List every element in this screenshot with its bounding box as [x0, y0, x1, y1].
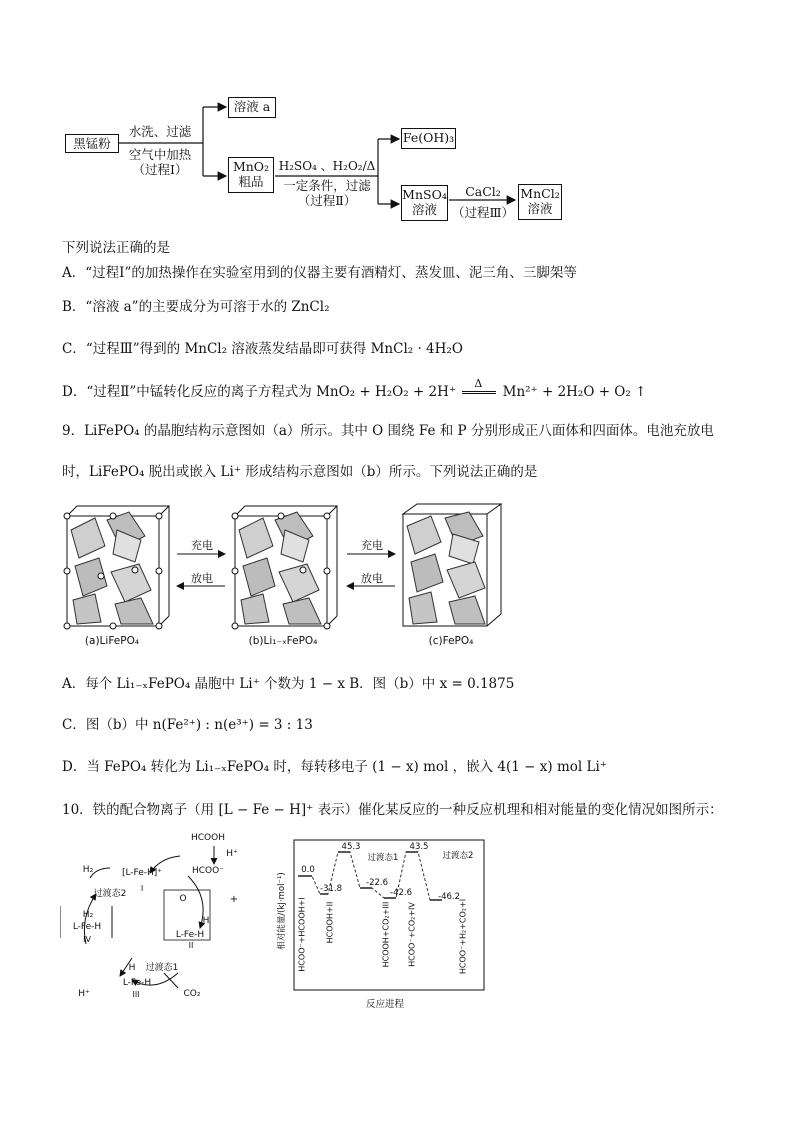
- flow-solution-a-box: [228, 97, 276, 118]
- flow-solution-a: 溶液 a: [233, 99, 271, 114]
- flow-step2-top: H₂SO₄ 、H₂O₂/Δ: [278, 159, 376, 173]
- energy-value-2: -31.8: [320, 884, 342, 894]
- mech-int-iii-b: L-Fe-H: [122, 978, 152, 988]
- q8-option-d-left: D．“过程Ⅱ”中锰转化反应的离子方程式为 MnO₂ + H₂O₂ + 2H⁺: [62, 384, 457, 400]
- q8-option-c: C．“过程Ⅲ”得到的 MnCl₂ 溶液蒸发结晶即可获得 MnCl₂ · 4H₂O: [62, 341, 463, 357]
- energy-xlabel: 反应进程: [365, 999, 404, 1010]
- crystal-discharge-1: 放电: [191, 572, 213, 585]
- flow-step1-lower: [120, 147, 200, 177]
- flow-mno2-bot: 粗品: [238, 174, 264, 189]
- flow-step2-lower: [277, 178, 377, 208]
- mech-int-ii-c: L-Fe-H: [175, 930, 205, 940]
- mech-ts1: 过渡态1: [145, 963, 179, 973]
- mech-int-iv-a: H₂: [82, 910, 94, 920]
- crystal-charge-2: 充电: [361, 539, 383, 552]
- q9-option-a-b: A．每个 Li₁₋ₓFePO₄ 晶胞中 Li⁺ 个数为 1 − x B．图（b）中 x = 0.1875: [62, 676, 515, 692]
- energy-value-3: 45.3: [341, 842, 361, 852]
- flow-step2-bot: （过程Ⅱ）: [297, 193, 357, 208]
- crystal-caption-b: (b)Li₁₋ₓFePO₄: [248, 635, 318, 647]
- flow-mnso4-top: MnSO₄: [402, 187, 447, 202]
- flow-mncl2-bot: 溶液: [527, 201, 553, 216]
- energy-state-3: HCOOH+CO₂+III: [381, 901, 391, 968]
- q8-option-a: A．“过程Ⅰ”的加热操作在实验室用到的仪器主要有酒精灯、蒸发皿、泥三角、三脚架等: [62, 265, 577, 281]
- energy-value-1: 0.0: [301, 865, 315, 875]
- mech-label-ii: II: [188, 941, 194, 950]
- mech-plus: +: [229, 894, 239, 905]
- flow-step1-bot: （过程Ⅰ）: [132, 162, 188, 177]
- mech-hcooh: HCOOH: [191, 833, 225, 843]
- flow-step3-bot: （过程Ⅲ）: [451, 205, 515, 220]
- flow-mno2-top: MnO₂: [232, 159, 270, 174]
- flow-start: 黑锰粉: [73, 136, 111, 151]
- mech-int-iv-b: L-Fe-H: [72, 922, 102, 932]
- mech-int-ii-a: O: [179, 894, 187, 904]
- q8-option-d-right: Mn²⁺ + 2H₂O + O₂ ↑: [502, 384, 647, 400]
- q9-line2: 时，LiFePO₄ 脱出或嵌入 Li⁺ 形成结构示意图如（b）所示。下列说法正确的是: [62, 464, 538, 480]
- q8-option-b: B．“溶液 a”的主要成分为可溶于水的 ZnCl₂: [62, 299, 330, 315]
- mech-hplus-bot: H⁺: [78, 989, 90, 999]
- mech-int-iii-a: H: [128, 963, 136, 973]
- crystal-caption-a: (a)LiFePO₄: [84, 635, 140, 647]
- mech-h2: H₂: [82, 865, 94, 875]
- q9-option-c: C．图（b）中 n(Fe²⁺) : n(e³⁺) = 3 : 13: [62, 717, 313, 733]
- energy-ts2: 过渡态2: [442, 851, 474, 861]
- crystal-caption-c: (c)FePO₄: [428, 635, 474, 647]
- mech-hplus-top: H⁺: [226, 849, 238, 859]
- energy-state-4: HCOO⁻+CO₂+IV: [407, 902, 417, 967]
- mech-label-iii: III: [132, 990, 140, 999]
- mech-cat-i: [L-Fe-H]⁺: [121, 868, 163, 878]
- q10-line1: 10．铁的配合物离子（用 [L − Fe − H]⁺ 表示）催化某反应的一种反应机理和相对能量的变化情况如图所示：: [62, 802, 723, 818]
- flow-mnso4-box: [401, 185, 448, 221]
- energy-value-5: -42.6: [390, 888, 412, 898]
- flow-start-box: [65, 134, 119, 153]
- mech-label-i: I: [140, 884, 144, 893]
- flow-feoh3-box: [401, 128, 456, 149]
- energy-ylabel: 相对能量/(kJ·mol⁻¹): [277, 872, 287, 950]
- energy-ts2-a: [438, 849, 478, 861]
- q8-prompt: 下列说法正确的是: [62, 240, 170, 256]
- flow-step2-mid: 一定条件，过滤: [283, 178, 371, 193]
- q9-option-d: D．当 FePO₄ 转化为 Li₁₋ₓFePO₄ 时，每转移电子 (1 − x) mol ，嵌入 4(1 − x) mol Li⁺: [62, 759, 607, 775]
- energy-value-6: 43.5: [409, 842, 429, 852]
- crystal-charge-1: 充电: [191, 539, 213, 552]
- mech-hcoo: HCOO⁻: [192, 866, 224, 876]
- crystal-cell-a: [64, 506, 169, 629]
- flow-mncl2-top: MnCl₂: [520, 186, 560, 201]
- crystal-figure: [55, 500, 515, 650]
- flow-mncl2-box: [518, 184, 562, 220]
- mech-int-ii-b: H: [202, 916, 210, 926]
- crystal-cell-b: [232, 506, 337, 629]
- mech-ts2: 过渡态2: [93, 889, 127, 899]
- q8-option-d-bar: [462, 391, 496, 394]
- flow-mno2-box: [228, 157, 274, 193]
- energy-value-7: -46.2: [438, 892, 460, 902]
- crystal-cell-c: [403, 504, 501, 626]
- energy-state-2: HCOOH+II: [325, 901, 335, 944]
- energy-state-1: HCOO⁻+HCOOH+I: [297, 897, 307, 972]
- flow-step1-top: 水洗、过滤: [128, 124, 192, 139]
- q8-option-d: [62, 376, 647, 402]
- flowchart-lines: [0, 0, 794, 230]
- flow-step3-top: CaCl₂: [465, 184, 501, 199]
- flow-step1-mid: 空气中加热: [128, 147, 192, 162]
- energy-ts1: 过渡态1: [367, 853, 399, 863]
- energy-state-5: HCOO⁻+H₂+CO₂+I: [458, 898, 468, 975]
- flow-mnso4-bot: 溶液: [411, 202, 437, 217]
- flow-step2: [277, 159, 377, 174]
- mech-co2: CO₂: [183, 989, 201, 999]
- energy-value-4: -22.6: [366, 878, 388, 888]
- q8-option-d-cond: Δ: [474, 376, 483, 390]
- q9-line1: 9．LiFePO₄ 的晶胞结构示意图如（a）所示。其中 O 围绕 Fe 和 P 分别形成正八面体和四面体。电池充放电: [62, 423, 714, 439]
- flow-step1: [120, 124, 200, 139]
- q8-option-d-arrow: [460, 376, 498, 400]
- crystal-discharge-2: 放电: [361, 572, 383, 585]
- flow-feoh3: Fe(OH)₃: [402, 130, 455, 145]
- mech-label-iv: IV: [83, 935, 91, 944]
